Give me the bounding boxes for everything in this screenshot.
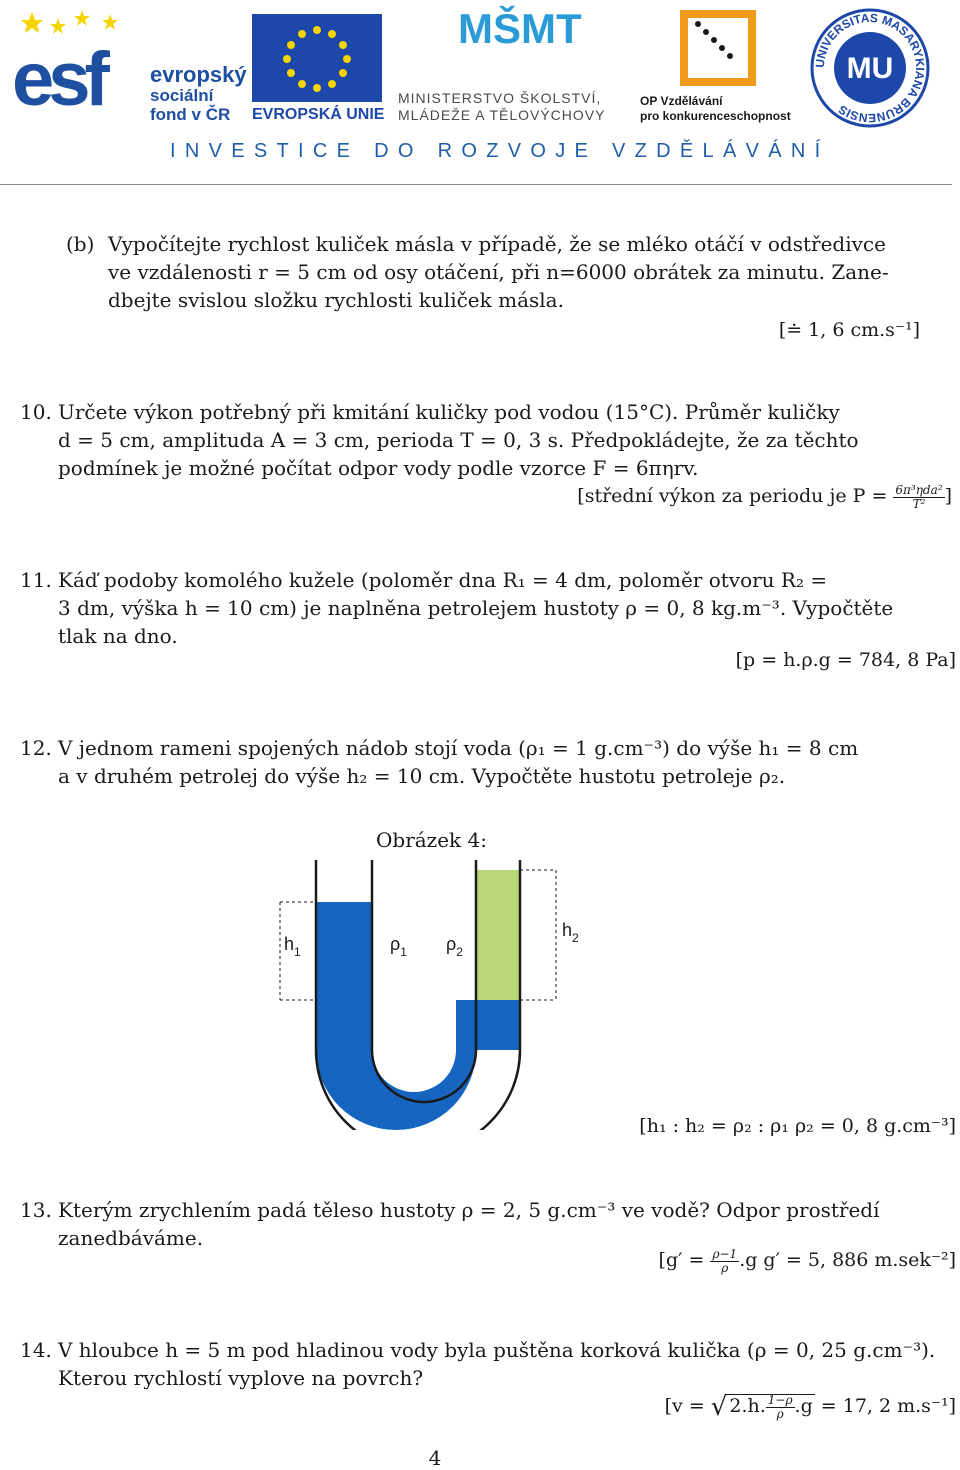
p10-answer-den: T² xyxy=(912,496,926,511)
p13-answer-num: ρ−1 xyxy=(712,1246,738,1261)
p10-line2: d = 5 cm, amplituda A = 3 cm, perioda T = 0, 3 s. Předpokládejte, že za těchto xyxy=(58,428,859,452)
p13-answer-prefix: [g′ = xyxy=(658,1249,705,1271)
fig-label-h2: $h_2$ xyxy=(562,920,579,945)
p14-answer-den: ρ xyxy=(776,1406,784,1421)
eu-flag-icon xyxy=(252,14,382,102)
eu-logo xyxy=(252,14,385,124)
p11-line1: Káď podoby komolého kužele (poloměr dna R₁ = 4 dm, poloměr otvoru R₂ = xyxy=(58,568,828,592)
slogan: INVESTICE DO ROZVOJE VZDĚLÁVÁNÍ xyxy=(170,140,830,162)
p10-answer xyxy=(577,482,952,511)
msmt-logo xyxy=(398,5,634,124)
p14-answer-prefix: [v = xyxy=(664,1395,705,1417)
p12-line1: V jednom rameni spojených nádob stojí voda (ρ₁ = 1 g.cm⁻³) do výše h₁ = 8 cm xyxy=(58,736,859,760)
msmt-mark: MŠMT xyxy=(458,5,582,52)
op-line1: OP Vzdělávání xyxy=(640,94,723,108)
mu-logo xyxy=(808,6,932,130)
mu-seal-icon xyxy=(808,6,932,130)
p11-line2: 3 dm, výška h = 10 cm) je naplněna petrolejem hustoty ρ = 0, 8 kg.m⁻³. Vypočtěte xyxy=(58,596,894,620)
p9b-line2: ve vzdálenosti r = 5 cm od osy otáčení, při n=6000 obrátek za minutu. Zane- xyxy=(108,260,889,284)
op-text xyxy=(640,94,791,124)
p13-line1: Kterým zrychlením padá těleso hustoty ρ = 2, 5 g.cm⁻³ ve vodě? Odpor prostředí xyxy=(58,1198,880,1222)
p13-answer-den: ρ xyxy=(721,1260,729,1275)
p13-line2: zanedbáváme. xyxy=(58,1226,204,1250)
page-number: 4 xyxy=(428,1446,442,1470)
op-line2: pro konkurenceschopnost xyxy=(640,109,791,123)
msmt-line1: MINISTERSTVO ŠKOLSTVÍ, xyxy=(398,90,602,106)
fig-label-rho1: $\rho_1$ xyxy=(390,934,407,959)
p10-answer-num: 6π³ηda² xyxy=(895,482,943,497)
p14-answer-num: 1−ρ xyxy=(767,1392,793,1407)
p14-answer xyxy=(665,1392,956,1421)
fig-label-rho2: $\rho_2$ xyxy=(446,934,463,959)
p10-answer-suffix: ] xyxy=(944,485,952,507)
fig-label-h1: $h_1$ xyxy=(284,934,301,959)
op-dots-icon xyxy=(680,10,756,86)
p10-line1: Určete výkon potřebný při kmitání kuličky pod vodou (15°C). Průměr kuličky xyxy=(58,400,840,424)
sqrt-icon: √ xyxy=(710,1392,728,1422)
p9b-label: (b) xyxy=(66,232,95,256)
p14-line1: V hloubce h = 5 m pod hladinou vody byla puštěna korková kulička (ρ = 0, 25 g.cm⁻³). xyxy=(58,1338,936,1362)
p13-answer-fraction xyxy=(710,1248,739,1275)
p12-line2: a v druhém petrolej do výše h₂ = 10 cm. Vypočtěte hustotu petroleje ρ₂. xyxy=(58,764,786,788)
p10-answer-prefix: [střední výkon za periodu je P = xyxy=(577,485,888,507)
mu-mark: MU xyxy=(846,52,894,85)
p14-answer-suffix: = 17, 2 m.s⁻¹] xyxy=(820,1395,956,1417)
p11-line3: tlak na dno. xyxy=(58,624,178,648)
p14-label: 14. xyxy=(20,1338,52,1362)
p14-answer-fraction xyxy=(766,1394,795,1421)
eu-stars-icon xyxy=(252,14,382,102)
p10-answer-fraction xyxy=(893,484,944,511)
p9b-line3: dbejte svislou složku rychlosti kuliček másla. xyxy=(108,288,564,312)
esf-line2: sociální xyxy=(150,86,214,105)
p11-label: 11. xyxy=(20,568,52,592)
esf-logo xyxy=(12,8,247,126)
esf-line3: fond v ČR xyxy=(150,105,231,124)
op-logo xyxy=(640,10,800,124)
op-frame-icon xyxy=(680,10,756,86)
p14-answer-root-pre: 2.h. xyxy=(729,1395,766,1417)
p13-answer xyxy=(659,1246,956,1275)
p9b-line1: Vypočítejte rychlost kuliček másla v případě, že se mléko otáčí v odstředivce xyxy=(108,232,886,256)
p14-answer-radicand xyxy=(727,1392,814,1421)
eu-label: EVROPSKÁ UNIE xyxy=(252,106,385,123)
p9b-answer: [≐ 1, 6 cm.s⁻¹] xyxy=(778,319,920,341)
p12-answer: [h₁ : h₂ = ρ₂ : ρ₁ ρ₂ = 0, 8 g.cm⁻³] xyxy=(639,1115,956,1137)
mu-ring-text: UNIVERSITAS MASARYKIANA BRUNENSIS xyxy=(812,10,928,126)
petrol-fill xyxy=(476,870,520,1000)
figure-title: Obrázek 4: xyxy=(376,828,487,852)
p14-line2: Kterou rychlostí vyplove na povrch? xyxy=(58,1366,424,1390)
header-divider xyxy=(0,184,952,185)
p14-answer-root-post: .g xyxy=(794,1395,813,1417)
p13-answer-suffix: .g g′ = 5, 886 m.sek⁻²] xyxy=(739,1249,956,1271)
msmt-line2: MLÁDEŽE A TĚLOVÝCHOVY xyxy=(398,107,606,123)
esf-letters: esf xyxy=(12,37,104,122)
p10-line3: podmínek je možné počítat odpor vody podle vzorce F = 6πηrv. xyxy=(58,456,699,480)
u-tube-figure xyxy=(260,850,620,1130)
p10-label: 10. xyxy=(20,400,52,424)
p12-label: 12. xyxy=(20,736,52,760)
msmt-text xyxy=(398,90,605,124)
p13-label: 13. xyxy=(20,1198,52,1222)
esf-text xyxy=(150,64,247,124)
p11-answer: [p = h.ρ.g = 784, 8 Pa] xyxy=(735,649,956,671)
esf-line1: evropský xyxy=(150,62,247,87)
